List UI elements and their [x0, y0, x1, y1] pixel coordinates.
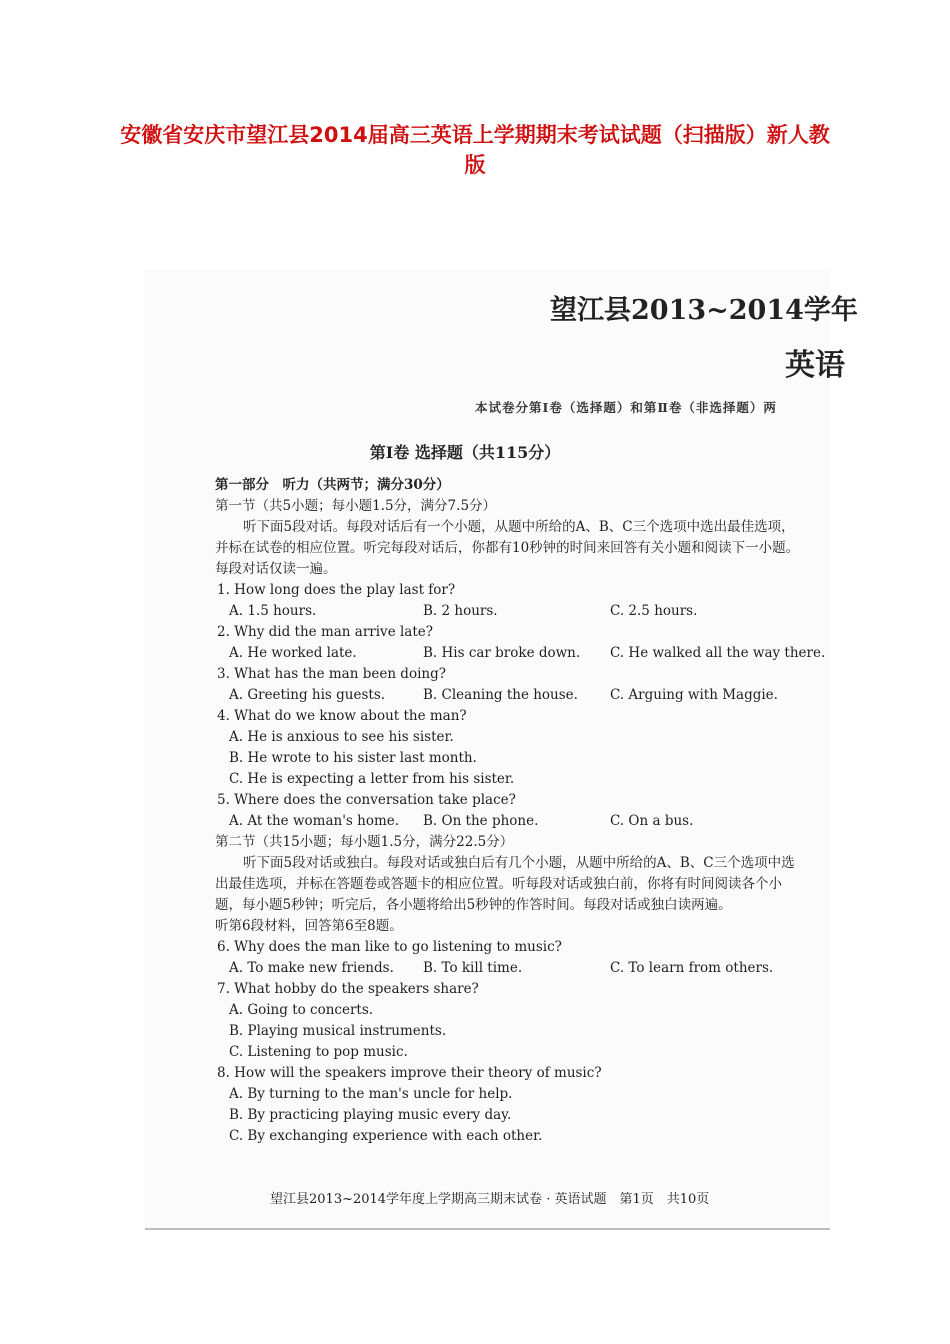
question-stem: 8. How will the speakers improve their theory of music?	[217, 1065, 602, 1081]
option-row	[215, 601, 800, 622]
exam-title: 望江县2013~2014学年	[550, 295, 858, 326]
option-b: B. By practicing playing music every day.	[229, 1107, 512, 1123]
option-row	[215, 811, 800, 832]
option-c: C. Listening to pop music.	[229, 1044, 408, 1060]
material-6-note: 听第6段材料，回答第6至8题。	[215, 918, 403, 934]
option-b: B. To kill time.	[423, 960, 523, 976]
question-stem: 7. What hobby do the speakers share?	[217, 981, 479, 997]
option-a: A. Going to concerts.	[229, 1002, 374, 1018]
option-b: B. 2 hours.	[423, 603, 498, 619]
sec2-heading: 第二节（共15小题；每小题1.5分，满分22.5分）	[215, 834, 514, 850]
exam-content	[215, 475, 826, 1147]
section-title: 第Ⅰ卷 选择题（共115分）	[369, 443, 561, 462]
option-b: B. He wrote to his sister last month.	[229, 750, 477, 766]
option-c: C. He walked all the way there.	[610, 645, 826, 661]
option-a: A. He is anxious to see his sister.	[229, 729, 454, 745]
question-stem: 5. Where does the conversation take place?	[217, 792, 516, 808]
option-row	[215, 643, 826, 664]
exam-subject: 英语	[785, 348, 845, 383]
option-c: C. To learn from others.	[610, 960, 774, 976]
option-b: B. Cleaning the house.	[423, 687, 578, 703]
option-c: C. By exchanging experience with each other.	[229, 1128, 543, 1144]
option-c: C. 2.5 hours.	[610, 603, 698, 619]
option-b: B. On the phone.	[423, 813, 539, 829]
page-footer: 望江县2013~2014学年度上学期高三期末试卷 · 英语试题 第1页 共10页	[270, 1192, 710, 1207]
option-row	[215, 958, 800, 979]
question-stem: 2. Why did the man arrive late?	[217, 624, 433, 640]
sec2-instructions: 听下面5段对话或独白。每段对话或独白后有几个小题，从题中所给的A、B、C三个选项中选出最佳选项，并标在答题卷或答题卡的相应位置。听每段对话或独白前，你将有时间阅读各个小题，每小题5秒钟；听完后，各小题将给出5秒钟的作答时间。每段对话或独白读两遍。	[215, 855, 795, 913]
scanned-exam-page	[145, 270, 858, 1230]
option-b: B. His car broke down.	[423, 645, 581, 661]
sec1-heading: 第一节（共5小题；每小题1.5分，满分7.5分）	[215, 498, 497, 514]
question-stem: 1. How long does the play last for?	[217, 582, 456, 598]
option-a: A. Greeting his guests.	[229, 687, 386, 703]
option-a: A. By turning to the man's uncle for help.	[229, 1086, 513, 1102]
option-row	[215, 685, 800, 706]
option-b: B. Playing musical instruments.	[229, 1023, 447, 1039]
document-title: 安徽省安庆市望江县2014届高三英语上学期期末考试试题（扫描版）新人教版	[120, 123, 830, 177]
scan-bottom-edge	[145, 1228, 830, 1230]
question-stem: 6. Why does the man like to go listening to music?	[217, 939, 562, 955]
part1-heading: 第一部分 听力（共两节；满分30分）	[215, 477, 450, 493]
option-a: A. To make new friends.	[229, 960, 394, 976]
option-c: C. He is expecting a letter from his sister.	[229, 771, 515, 787]
question-stem: 4. What do we know about the man?	[217, 708, 467, 724]
option-c: C. On a bus.	[610, 813, 694, 829]
option-a: A. At the woman's home.	[229, 813, 400, 829]
question-stem: 3. What has the man been doing?	[217, 666, 446, 682]
sec1-instructions: 听下面5段对话。每段对话后有一个小题，从题中所给的A、B、C三个选项中选出最佳选项，并标在试卷的相应位置。听完每段对话后，你都有10秒钟的时间来回答有关小题和阅读下一小题。每段对话仅读一遍。	[215, 519, 800, 577]
option-a: A. He worked late.	[229, 645, 357, 661]
option-a: A. 1.5 hours.	[229, 603, 317, 619]
paper-note: 本试卷分第Ⅰ卷（选择题）和第Ⅱ卷（非选择题）两	[475, 400, 777, 415]
option-c: C. Arguing with Maggie.	[610, 687, 778, 703]
